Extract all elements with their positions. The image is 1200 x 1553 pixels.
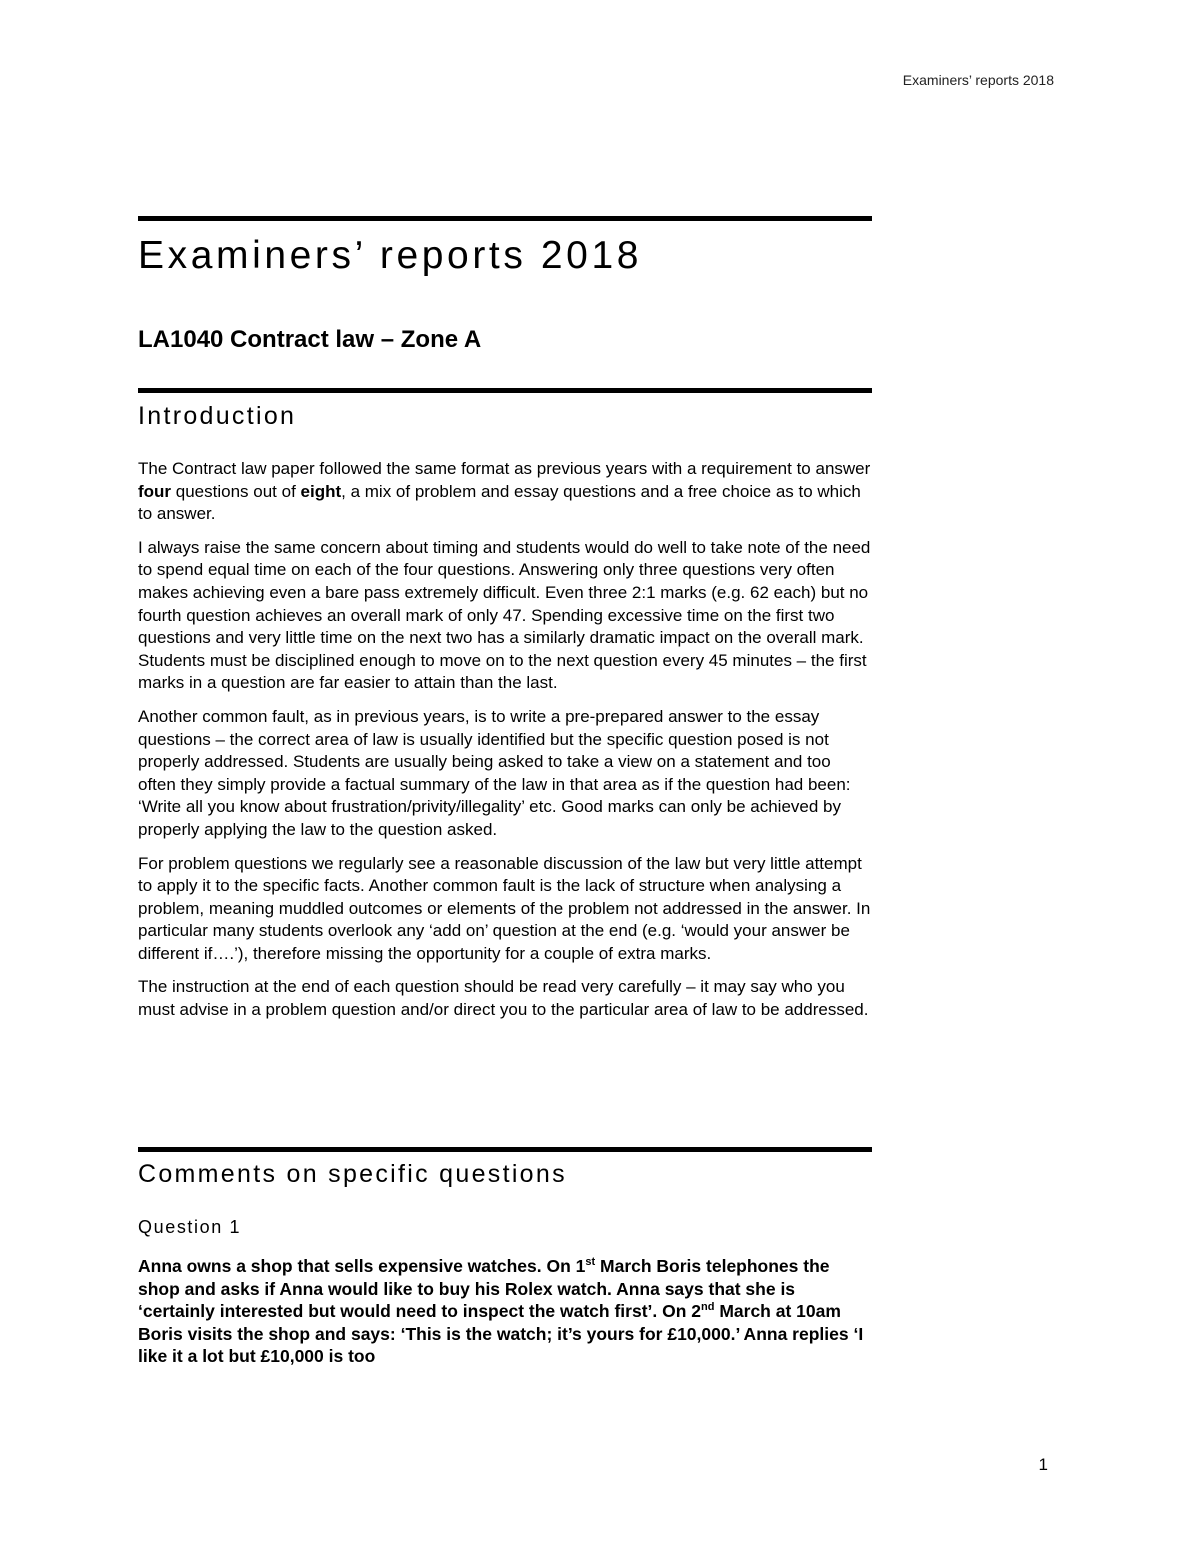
title-top-rule	[138, 216, 872, 221]
question-1-heading: Question 1	[138, 1217, 242, 1237]
introduction-rule	[138, 388, 872, 393]
introduction-heading: Introduction	[138, 402, 297, 430]
course-title: LA1040 Contract law – Zone A	[138, 326, 482, 353]
comments-heading: Comments on specific questions	[138, 1160, 567, 1188]
question-1-text: Anna owns a shop that sells expensive watches. On 1st March Boris telephones the shop and asks if Anna would like to buy his Rolex watch. Anna says that she is ‘certainly interested but would need to inspect the watch first’. On 2nd March at 10am Boris visits the shop and says: ‘This is the watch; it’s yours for £10,000.’ Anna replies ‘I like it a lot but £10,000 is too	[138, 1256, 864, 1367]
emphasis-four: four	[138, 481, 172, 501]
running-header: Examiners’ reports 2018	[902, 72, 1054, 88]
intro-paragraph-1: The Contract law paper followed the same format as previous years with a requirement to answer four questions out of eight, a mix of problem and essay questions and a free choice as to which to answer.	[138, 459, 871, 524]
introduction-body	[138, 458, 872, 1033]
document-title: Examiners’ reports 2018	[138, 234, 643, 277]
comments-rule	[138, 1147, 872, 1152]
emphasis-eight: eight	[300, 481, 342, 501]
intro-paragraph-4: For problem questions we regularly see a reasonable discussion of the law but very little attempt to apply it to the specific facts. Another common fault is the lack of structure when analysing a problem, meaning muddled outcomes or elements of the problem not addressed in the answer. In particular many students overlook any ‘add on’ question at the end (e.g. ‘would your answer be different if….’), therefore missing the opportunity for a couple of extra marks.	[138, 853, 871, 963]
page-number: 1	[1038, 1455, 1048, 1474]
intro-paragraph-2: I always raise the same concern about timing and students would do well to take note of the need to spend equal time on each of the four questions. Answering only three questions very often makes achieving even a bare pass extremely difficult. Even three 2:1 marks (e.g. 62 each) but no fourth question achieves an overall mark of only 47. Spending excessive time on the first two questions and very little time on the next two has a similarly dramatic impact on the overall mark. Students must be disciplined enough to move on to the next question every 45 minutes – the first marks in a question are far easier to attain than the last.	[138, 537, 871, 693]
intro-paragraph-5: The instruction at the end of each question should be read very carefully – it may say who you must advise in a problem question and/or direct you to the particular area of law to be addressed.	[138, 977, 869, 1020]
intro-paragraph-3: Another common fault, as in previous years, is to write a pre-prepared answer to the essay questions – the correct area of law is usually identified but the specific question posed is not properly addressed. Students are usually being asked to take a view on a statement and too often they simply provide a factual summary of the law in that area as if the question had been: ‘Write all you know about frustration/privity/illegality’ etc. Good marks can only be achieved by properly applying the law to the question asked.	[138, 706, 851, 839]
